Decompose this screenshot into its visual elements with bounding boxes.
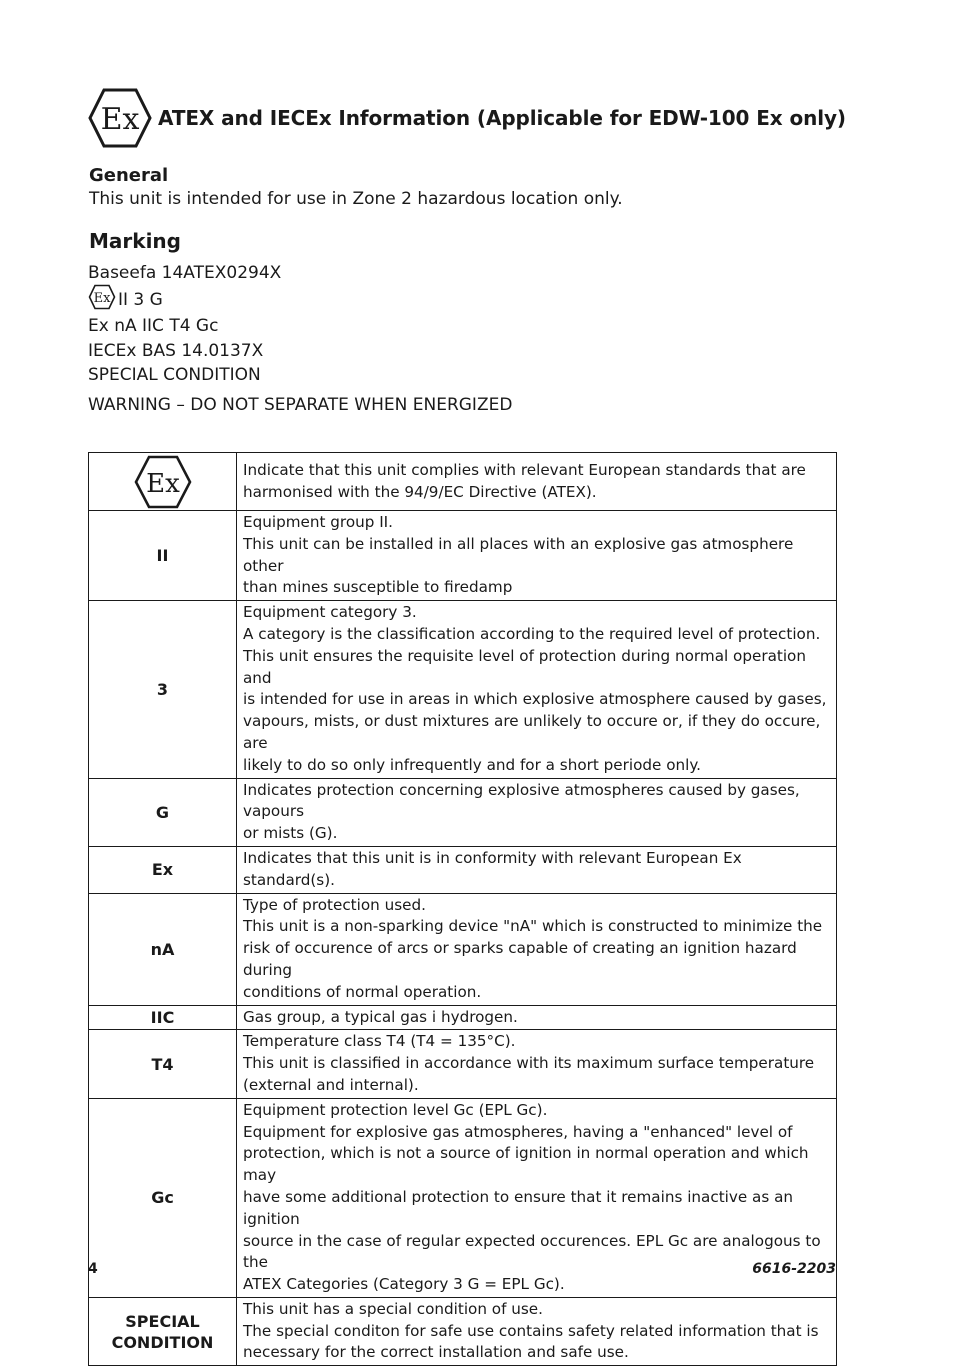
description-cell: Gas group, a typical gas i hydrogen. xyxy=(237,1005,837,1030)
table-row xyxy=(89,846,837,893)
symbol-cell: IIC xyxy=(89,1005,237,1030)
general-text: This unit is intended for use in Zone 2 hazardous location only. xyxy=(89,189,623,209)
description-cell: Indicates protection concerning explosive atmospheres caused by gases, vapours or mists (G). xyxy=(237,778,837,846)
general-heading: General xyxy=(89,165,169,186)
document-number: 6616-2203 xyxy=(752,1261,836,1277)
description-cell: Temperature class T4 (T4 = 135°C). This unit is classified in accordance with its maximum surface temperature (external and internal). xyxy=(237,1030,837,1098)
symbol-cell xyxy=(89,453,237,511)
marking-line-protection: Ex nA IIC T4 Gc xyxy=(88,316,219,336)
marking-line-iecex: IECEx BAS 14.0137X xyxy=(88,341,264,361)
table-row xyxy=(89,1005,837,1030)
description-cell: This unit has a special condition of use. The special conditon for safe use contains safety related information that is necessary for the correct installation and safe use. xyxy=(237,1297,837,1365)
symbol-cell: T4 xyxy=(89,1030,237,1098)
ex-hexagon-icon xyxy=(134,455,192,509)
description-cell: Indicates that this unit is in conformity with relevant European Ex standard(s). xyxy=(237,846,837,893)
symbol-cell: nA xyxy=(89,893,237,1005)
table-row xyxy=(89,601,837,778)
marking-line-special: SPECIAL CONDITION xyxy=(88,365,261,385)
table-row xyxy=(89,1098,837,1297)
ex-hexagon-small-icon xyxy=(88,284,116,310)
page-header xyxy=(88,88,846,148)
page-title: ATEX and IECEx Information (Applicable for EDW-100 Ex only) xyxy=(158,106,846,130)
description-cell: Equipment protection level Gc (EPL Gc). Equipment for explosive gas atmospheres, having a "enhanced" level of protection, which is not a source of ignition in normal operation and which may have some additional protection to ensure that it remains inactive as an ignition source in the case of regular expected occurences. EPL Gc are analogous to the ATEX Categories (Category 3 G = EPL Gc). xyxy=(237,1098,837,1297)
symbol-cell: G xyxy=(89,778,237,846)
description-cell: Indicate that this unit complies with relevant European standards that are harmonised with the 94/9/EC Directive (ATEX). xyxy=(237,453,837,511)
marking-explanation-table xyxy=(88,452,837,1366)
symbol-cell: Ex xyxy=(89,846,237,893)
marking-line-warning: WARNING – DO NOT SEPARATE WHEN ENERGIZED xyxy=(88,395,513,415)
symbol-cell: SPECIAL CONDITION xyxy=(89,1297,237,1365)
description-cell: Type of protection used. This unit is a non-sparking device "nA" which is constructed to minimize the risk of occurence of arcs or sparks capable of creating an ignition hazard during conditions of normal operation. xyxy=(237,893,837,1005)
marking-line-group: Ex II 3 G xyxy=(88,290,163,310)
marking-line-certificate: Baseefa 14ATEX0294X xyxy=(88,263,282,283)
table-row xyxy=(89,511,837,601)
svg-text:Ex: Ex xyxy=(100,102,140,137)
svg-text:Ex: Ex xyxy=(93,291,111,306)
description-cell: Equipment category 3. A category is the classification according to the required level of protection. This unit ensures the requisite level of protection during normal operation and is intended for use in areas in which explosive atmosphere caused by gases, vapours, mists, or dust mixtures are unlikely to occure or, if they do occure, are likely to do so only infrequently and for a short periode only. xyxy=(237,601,837,778)
symbol-cell: II xyxy=(89,511,237,601)
table-row xyxy=(89,893,837,1005)
marking-heading: Marking xyxy=(89,229,181,253)
table-row xyxy=(89,1030,837,1098)
svg-text:Ex: Ex xyxy=(145,468,180,499)
symbol-cell: Gc xyxy=(89,1098,237,1297)
table-row xyxy=(89,778,837,846)
table-row xyxy=(89,1297,837,1365)
description-cell: Equipment group II. This unit can be installed in all places with an explosive gas atmosphere other than mines susceptible to firedamp xyxy=(237,511,837,601)
symbol-cell: 3 xyxy=(89,601,237,778)
page-number: 4 xyxy=(88,1261,98,1277)
ex-hexagon-icon xyxy=(88,88,152,148)
table-row xyxy=(89,453,837,511)
